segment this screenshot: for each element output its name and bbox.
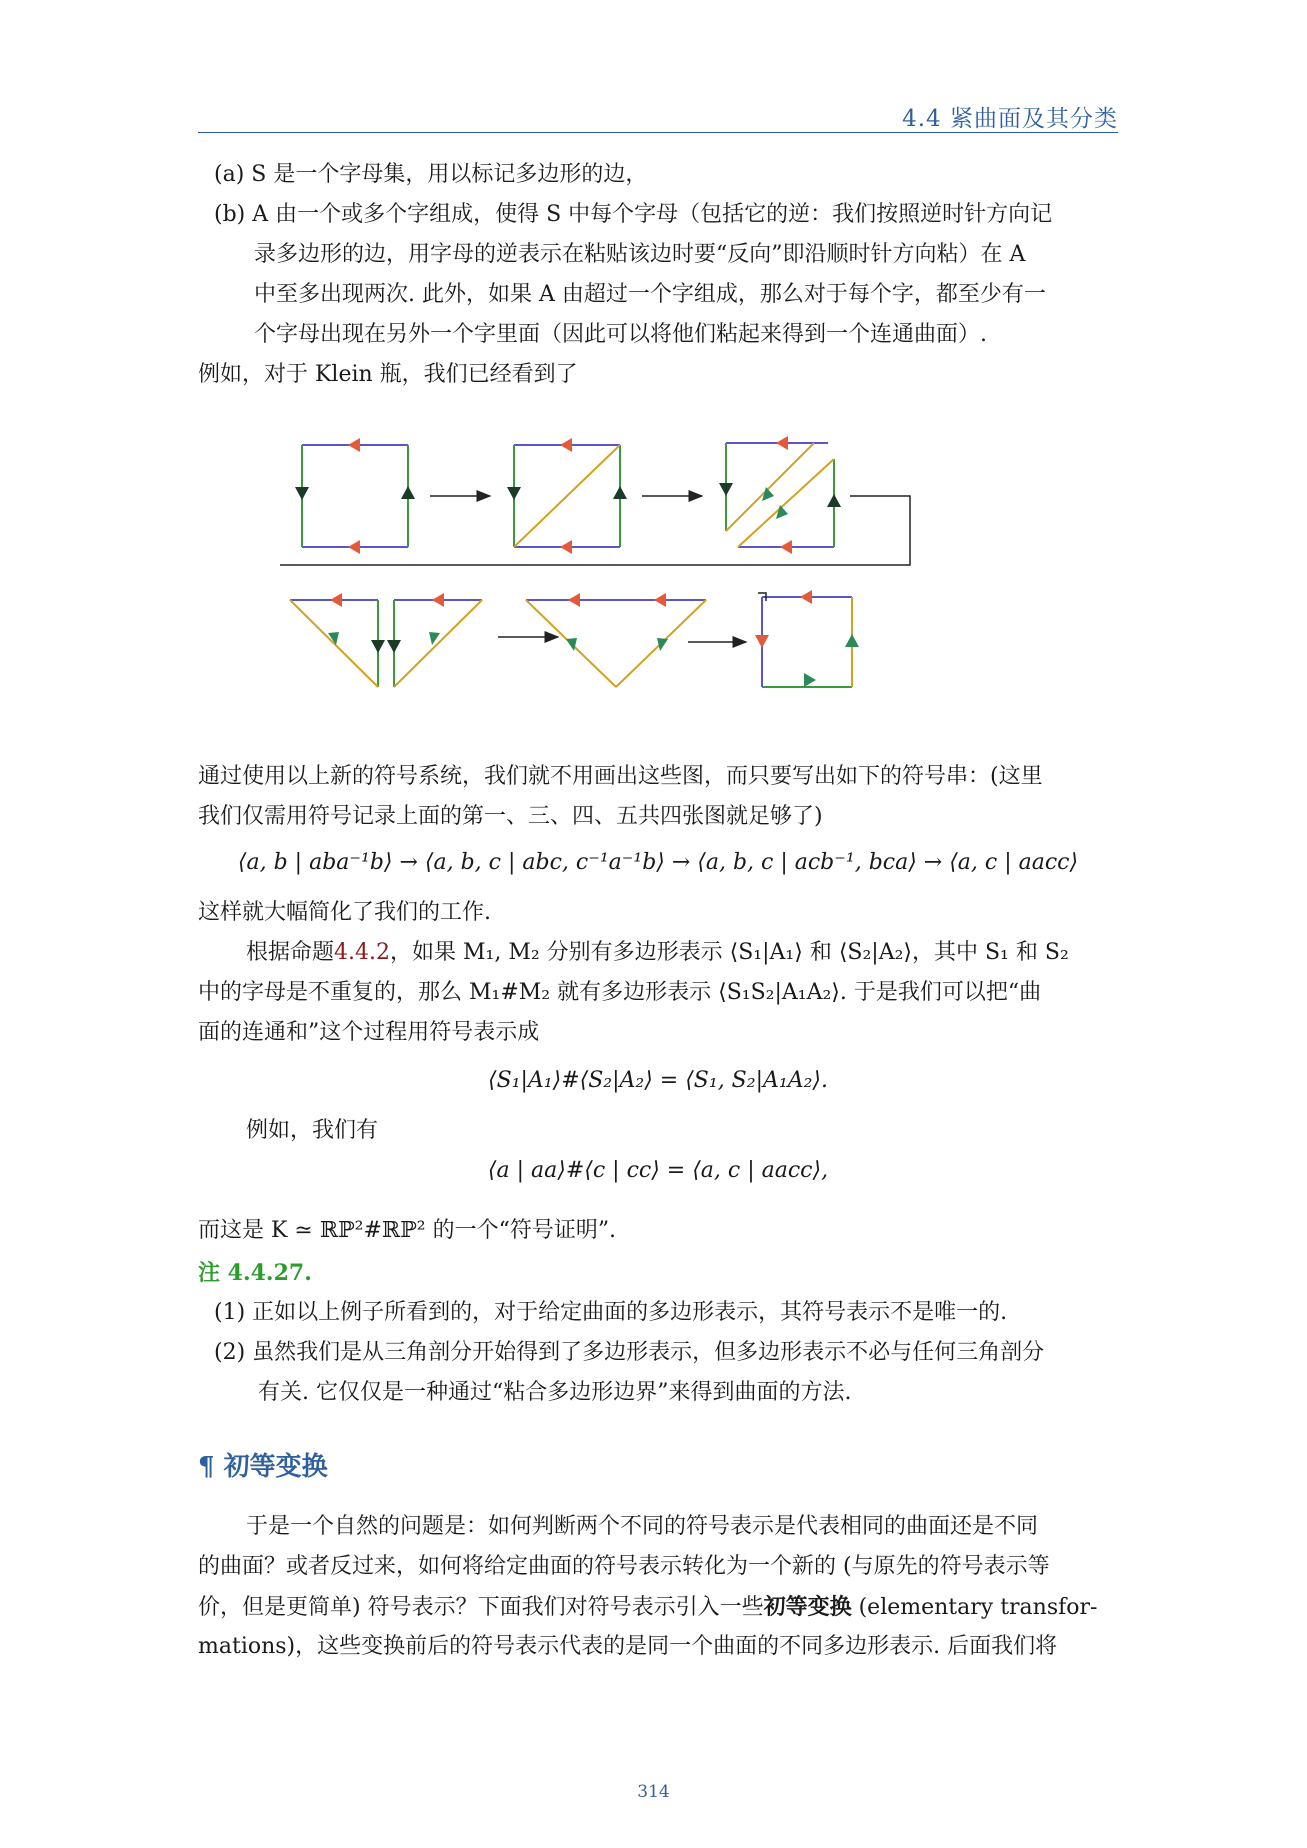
- paragraph-elementary-3: [198, 1592, 1097, 1623]
- note-item-2-line2: 有关. 它仅仅是一种通过“粘合多边形边界”来得到曲面的方法.: [258, 1380, 852, 1405]
- note-item-2-line1: (2) 虽然我们是从三角剖分开始得到了多边形表示，但多边形表示不必与任何三角剖分: [214, 1340, 1045, 1365]
- diagram-square-1: [295, 438, 415, 554]
- page-number: 314: [637, 1782, 670, 1802]
- paragraph-connected-sum-2: 中的字母是不重复的，那么 M₁#M₂ 就有多边形表示 ⟨S₁S₂|A₁A₂⟩. 于是我们可以把“曲: [198, 980, 1042, 1005]
- diagram-triangle-glued: [526, 593, 706, 687]
- connector-line: [280, 496, 910, 693]
- item-b-line2: 录多边形的边，用字母的逆表示在粘贴该边时要“反向”即沿顺时针方向粘）在 A: [254, 242, 1026, 267]
- item-b-line1: (b) A 由一个或多个字组成，使得 S 中每个字母（包括它的逆：我们按照逆时针方向记: [214, 202, 1053, 227]
- paragraph-example: 例如，我们有: [246, 1118, 379, 1143]
- section-heading: ¶ 初等变换: [198, 1452, 328, 1482]
- paragraph-simplified: 这样就大幅简化了我们的工作.: [198, 900, 491, 925]
- paragraph-klein-intro: 例如，对于 Klein 瓶，我们已经看到了: [198, 362, 578, 387]
- item-b-line4: 个字母出现在另外一个字里面（因此可以将他们粘起来得到一个连通曲面）.: [254, 322, 987, 347]
- diagram-triangles-flipped: [290, 593, 482, 687]
- running-header: [198, 96, 1118, 133]
- para7-pre: 价，但是更简单) 符号表示？下面我们对符号表示引入一些: [198, 1595, 764, 1620]
- paragraph-connected-sum-3: 面的连通和”这个过程用符号表示成: [198, 1020, 540, 1045]
- diagram-triangles-cut: [719, 436, 841, 554]
- para4-pre: 根据命题: [246, 940, 335, 965]
- paragraph-elementary-2: 的曲面？或者反过来，如何将给定曲面的符号表示转化为一个新的 (与原先的符号表示等: [198, 1554, 1050, 1579]
- klein-bottle-figure: [280, 425, 1040, 735]
- header-title: 4.4 紧曲面及其分类: [902, 106, 1118, 132]
- paragraph-notation-1: 通过使用以上新的符号系统，我们就不用画出这些图，而只要写出如下的符号串：(这里: [198, 764, 1043, 789]
- formula-example: ⟨a | aa⟩#⟨c | cc⟩ = ⟨a, c | aacc⟩,: [487, 1158, 829, 1183]
- paragraph-elementary-4: mations)，这些变换前后的符号表示代表的是同一个曲面的不同多边形表示. 后面我们将: [198, 1634, 1058, 1659]
- item-b-line3: 中至多出现两次. 此外，如果 A 由超过一个字组成，那么对于每个字，都至少有一: [254, 282, 1046, 307]
- proposition-reference-link[interactable]: 4.4.2: [334, 940, 390, 965]
- note-item-1: (1) 正如以上例子所看到的，对于给定曲面的多边形表示，其符号表示不是唯一的.: [214, 1300, 1008, 1325]
- diagram-square-2: [507, 438, 627, 554]
- note-title: 注 4.4.27.: [198, 1260, 312, 1286]
- para7-post: (elementary transfor-: [851, 1595, 1098, 1620]
- para4-post: ，如果 M₁, M₂ 分别有多边形表示 ⟨S₁|A₁⟩ 和 ⟨S₂|A₂⟩，其中 S₁ 和 S₂: [390, 940, 1069, 965]
- paragraph-elementary-1: 于是一个自然的问题是：如何判断两个不同的符号表示是代表相同的曲面还是不同: [246, 1514, 1039, 1539]
- item-a: (a) S 是一个字母集，用以标记多边形的边，: [214, 162, 648, 187]
- formula-connected-sum: ⟨S₁|A₁⟩#⟨S₂|A₂⟩ = ⟨S₁, S₂|A₁A₂⟩.: [488, 1068, 828, 1093]
- formula-klein-sequence: ⟨a, b | aba⁻¹b⟩ → ⟨a, b, c | abc, c⁻¹a⁻¹b⟩ → ⟨a, b, c | acb⁻¹, bca⟩ → ⟨a, c | aacc⟩: [237, 850, 1079, 875]
- diagram-square-final: [755, 590, 859, 687]
- paragraph-symbolic-proof: 而这是 K ≃ ℝℙ²#ℝℙ² 的一个“符号证明”.: [198, 1218, 617, 1243]
- term-elementary-transformations: 初等变换: [763, 1594, 852, 1620]
- paragraph-notation-2: 我们仅需用符号记录上面的第一、三、四、五共四张图就足够了): [198, 804, 823, 829]
- paragraph-connected-sum-1: [246, 938, 1069, 968]
